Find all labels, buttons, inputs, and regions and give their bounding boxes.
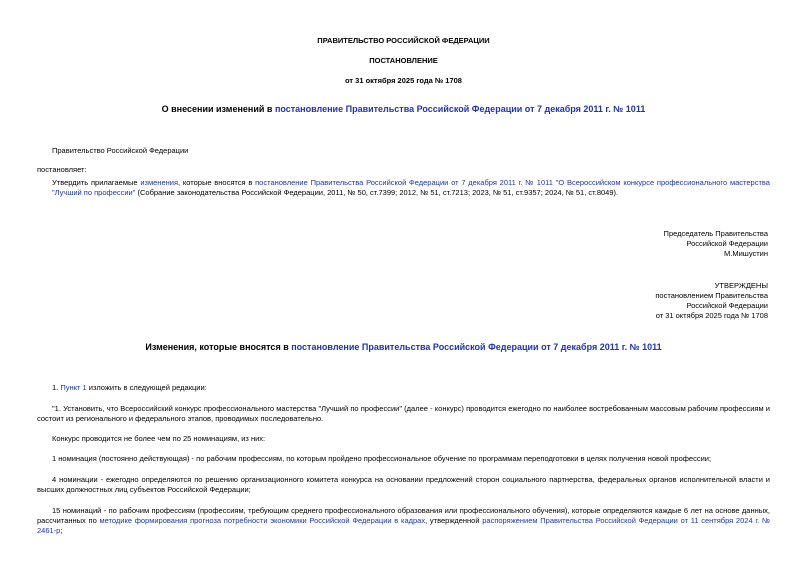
nomination-1: 1 номинация (постоянно действующая) - по рабочим профессиям, по которым пройдено профессиональное обучение по программам переподготовки в целях получения новой профессии; xyxy=(52,454,712,463)
approved-line3: Российской Федерации xyxy=(686,301,768,310)
approve-post: (Собрание законодательства Российской Федерации, 2011, № 50, ст.7399; 2012, № 51, ст.7213; 2023, № 51, ст.9357; 2024, № 51, ст.8049). xyxy=(135,188,619,197)
nomination-15-pre: 15 номинаций - по рабочим профессиям (профессиям, требующим среднего профессионального образования или профессионального обучения), которые определяются каждые 6 лет на основе данных, рассчитанных по xyxy=(37,506,770,525)
changes-title-text: Изменения, которые вносятся в xyxy=(145,342,292,352)
approve-paragraph xyxy=(52,178,770,198)
clause-1-link[interactable]: Пункт 1 xyxy=(60,383,87,392)
nomination-15-post: ; xyxy=(60,526,63,535)
approved-block xyxy=(468,281,768,321)
decree-1011-link[interactable]: постановление Правительства Российской Федерации от 7 декабря 2011 г. № 1011 xyxy=(274,104,646,114)
changes-decree-link[interactable]: постановление Правительства Российской Федерации от 7 декабря 2011 г. № 1011 xyxy=(291,342,662,352)
clause-1-paragraph: "1. Установить, что Всероссийский конкурс профессионального мастерства "Лучший по профессии" (далее - конкурс) проводится ежегодно по наиболее востребованным массовым рабочим профессиям и состоит из регионального и федерального этапов, проводимых последовательно. xyxy=(37,404,770,423)
header-government: ПРАВИТЕЛЬСТВО РОССИЙСКОЙ ФЕДЕРАЦИИ xyxy=(317,36,490,45)
approve-mid: , которые вносятся в xyxy=(178,178,256,187)
nomination-15-mid: , утвержденной xyxy=(425,516,483,525)
issuer-text: Правительство Российской Федерации xyxy=(52,146,189,155)
signature-line1: Председатель Правительства xyxy=(663,229,768,238)
change-item-1-pre: 1. xyxy=(52,383,61,392)
change-item-1 xyxy=(52,383,207,393)
header-doc-type: ПОСТАНОВЛЕНИЕ xyxy=(369,56,438,65)
approved-line4: от 31 октября 2025 года № 1708 xyxy=(655,311,768,320)
signature-line2: Российской Федерации xyxy=(686,239,768,248)
document-title xyxy=(0,104,807,114)
signature-block xyxy=(468,229,768,259)
header-date-number: от 31 октября 2025 года № 1708 xyxy=(345,76,462,85)
nomination-15 xyxy=(37,506,770,536)
forecast-method-link[interactable]: методике формирования прогноза потребности экономики Российской Федерации в кадрах xyxy=(99,516,426,525)
approved-line1: УТВЕРЖДЕНЫ xyxy=(714,281,768,290)
nomination-4: 4 номинации - ежегодно определяются по решению организационного комитета конкурса на основании предложений сторон социального партнерства, федеральных органов исполнительной власти и высших должностных лиц субъектов Российской Федерации; xyxy=(37,475,770,494)
order-2461-link[interactable]: распоряжением Правительства Российской Федерации от 11 сентября 2024 г. № 2461-р xyxy=(37,516,770,535)
approved-line2: постановлением Правительства xyxy=(655,291,768,300)
nominations-intro: Конкурс проводится не более чем по 25 номинациям, из них: xyxy=(52,434,266,443)
document-title-text: О внесении изменений в xyxy=(161,104,275,114)
approve-pre: Утвердить прилагаемые xyxy=(52,178,141,187)
signature-line3: М.Мишустин xyxy=(724,249,768,258)
changes-link[interactable]: изменения xyxy=(140,178,179,187)
decree-title-link[interactable]: постановление Правительства Российской Федерации от 7 декабря 2011 г. № 1011 "О Всероссийском конкурсе профессионального мастерства "Лучший по профессии" xyxy=(52,178,770,197)
changes-title xyxy=(0,342,807,352)
change-item-1-post: изложить в следующей редакции: xyxy=(86,383,207,392)
decides-text: постановляет: xyxy=(37,165,87,174)
